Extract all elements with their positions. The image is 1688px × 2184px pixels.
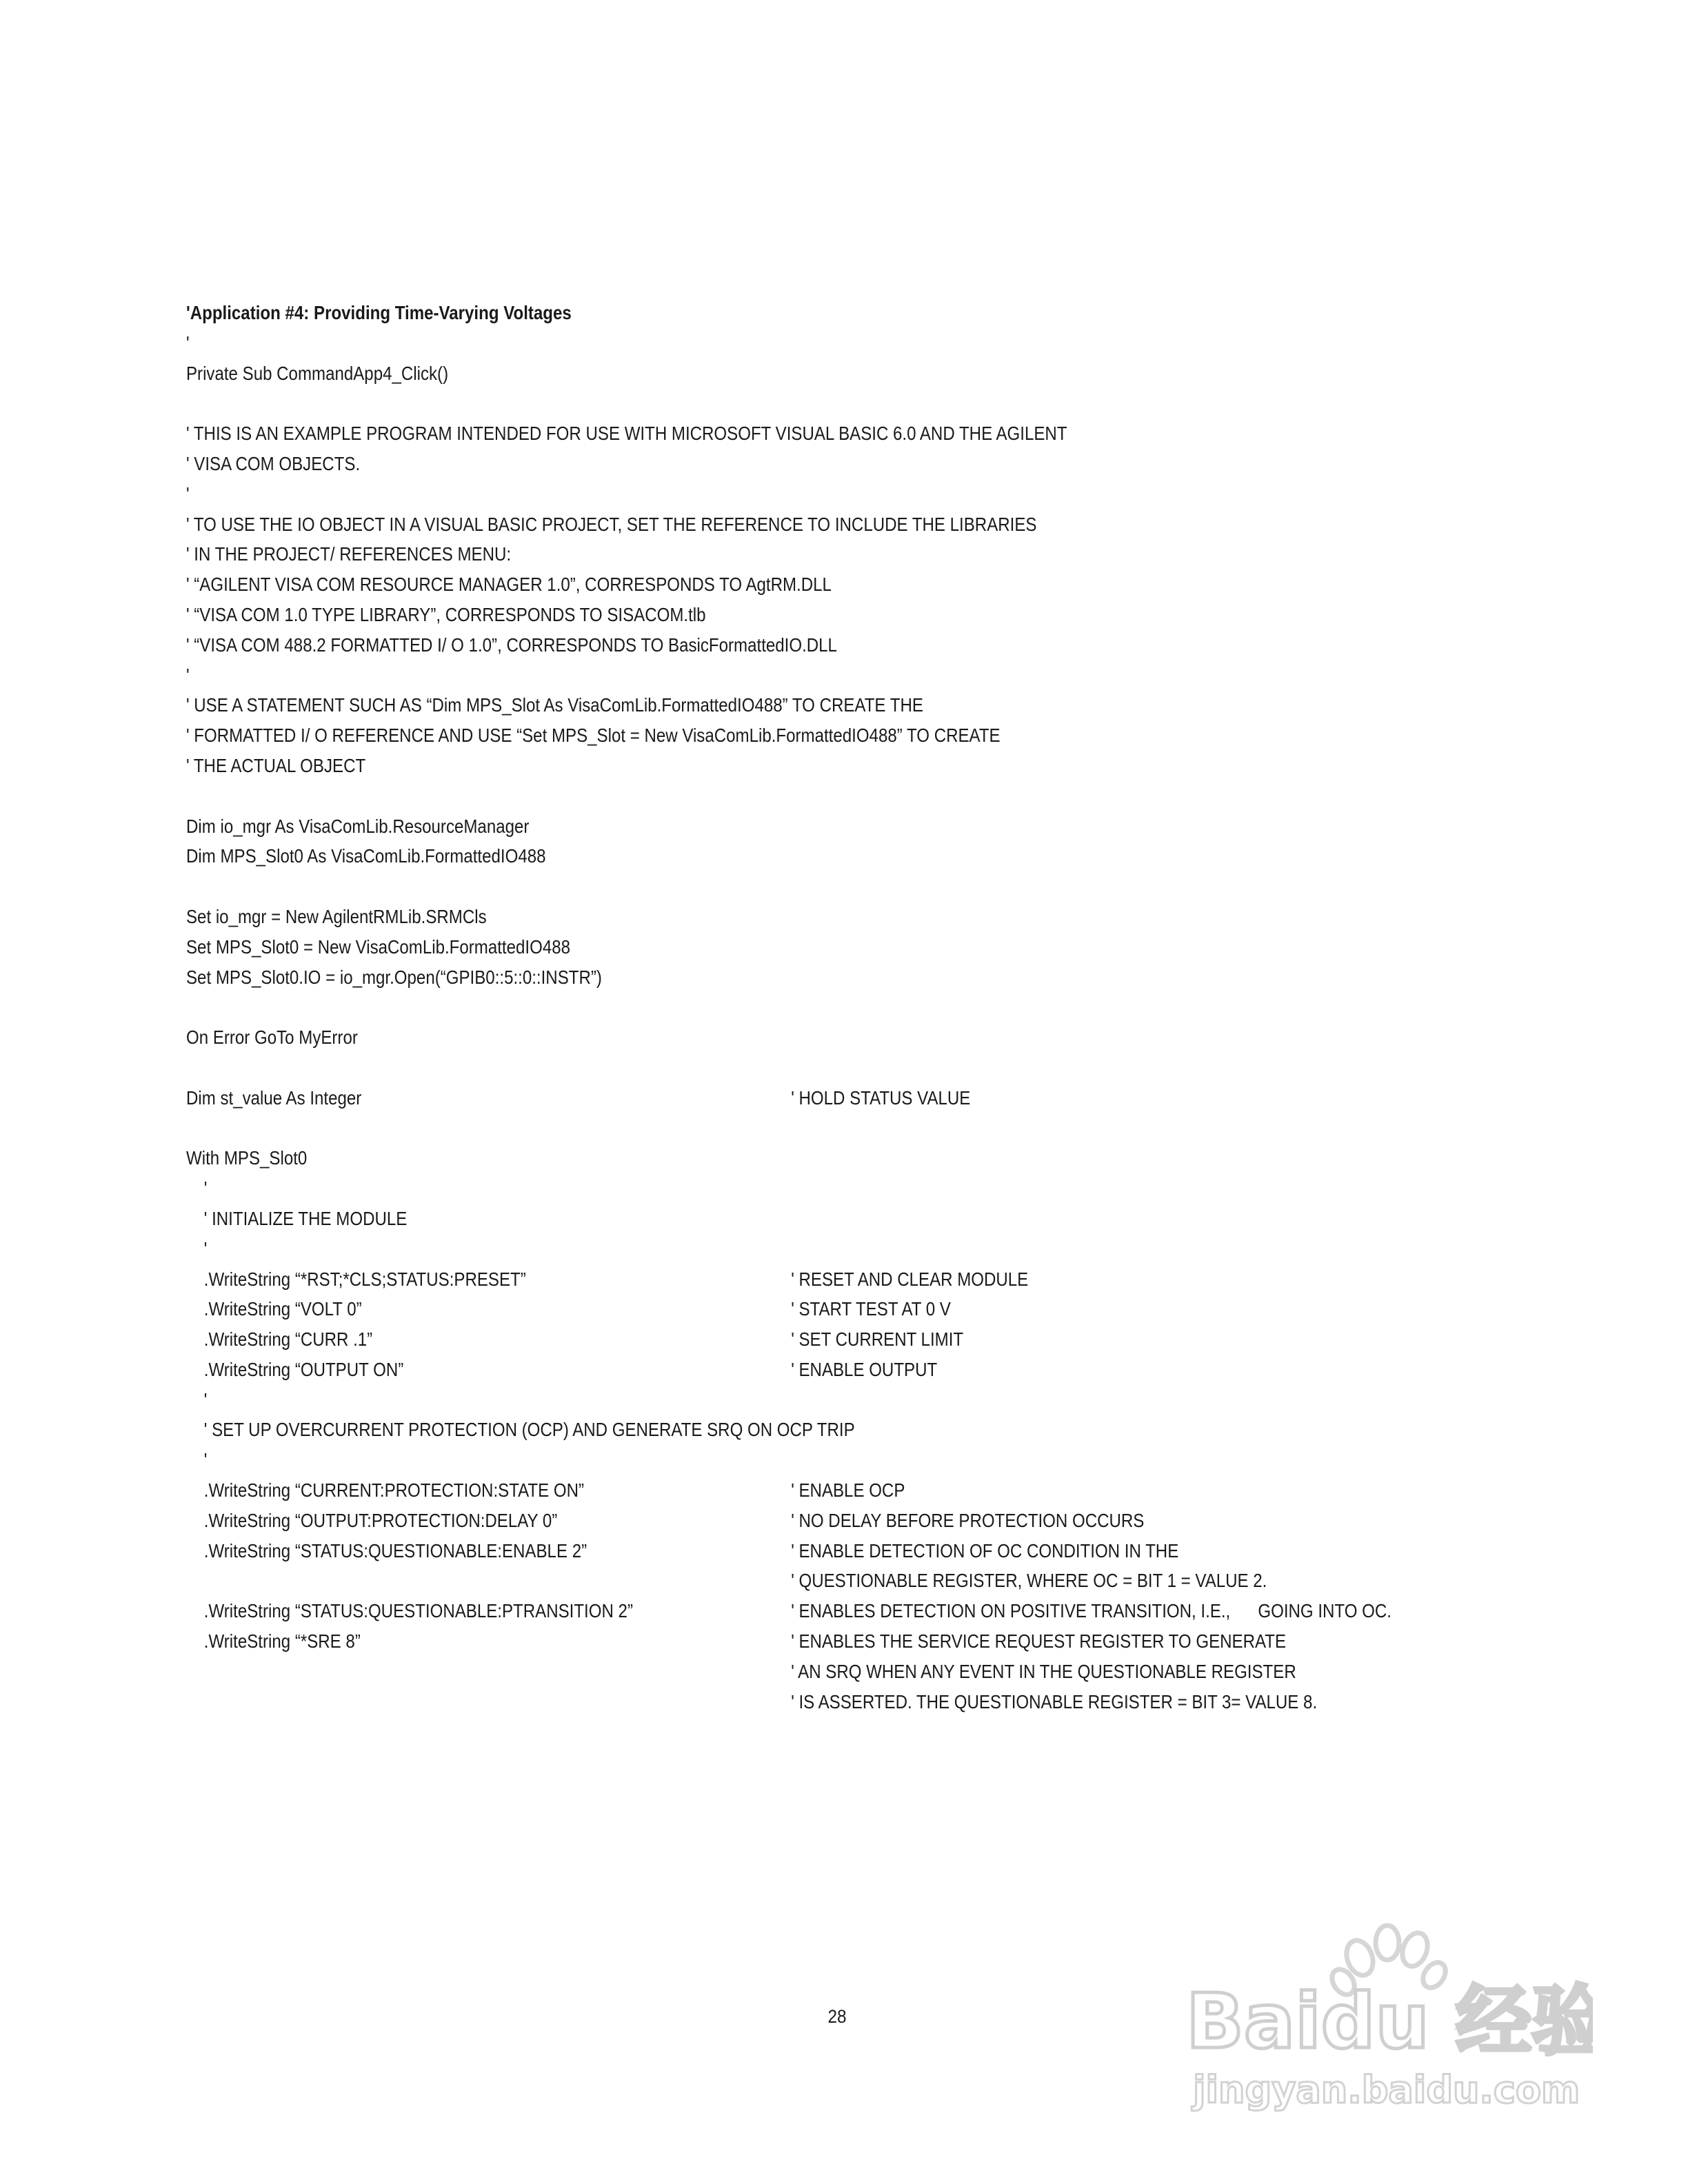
baidu-jingyan-watermark [1179,1910,1593,2116]
code-line [186,1445,1372,1475]
code-text: .WriteString “OUTPUT ON” [203,1358,404,1380]
code-text: .WriteString “*RST;*CLS;STATUS:PRESET” [203,1268,526,1290]
code-text: .WriteString “STATUS:QUESTIONABLE:ENABLE 2” [203,1539,587,1561]
code-text: ' INITIALIZE THE MODULE [203,1207,408,1229]
code-line [186,660,1372,691]
code-text: ' IN THE PROJECT/ REFERENCES MENU: [186,543,512,565]
code-text: .WriteString “VOLT 0” [203,1298,362,1320]
code-line [186,841,1372,871]
code-line [186,1324,1372,1355]
code-text: Private Sub CommandApp4_Click() [186,362,449,384]
inline-comment: ' RESET AND CLEAR MODULE [791,1268,1029,1290]
code-line [186,1204,1372,1234]
code-text: Set MPS_Slot0 = New VisaComLib.FormattedIO488 [186,936,571,958]
code-line [186,720,1372,751]
code-text: ' TO USE THE IO OBJECT IN A VISUAL BASIC PROJECT, SET THE REFERENCE TO INCLUDE THE LIBRARIES [186,513,1037,535]
code-text: 'Application #4: Providing Time-Varying Voltages [186,302,572,323]
page-number: 28 [827,2006,847,2027]
code-text: Set MPS_Slot0.IO = io_mgr.Open(“GPIB0::5::0::INSTR”) [186,966,602,988]
document-title [186,298,1372,328]
code-line [186,1687,1372,1717]
code-text: ' [186,332,190,354]
code-line [186,449,1372,479]
code-text: With MPS_Slot0 [186,1147,308,1169]
inline-comment: ' IS ASSERTED. THE QUESTIONABLE REGISTER = BIT 3= VALUE 8. [791,1690,1318,1712]
code-line [186,1022,1372,1053]
code-line [186,630,1372,660]
code-line [186,1415,1372,1445]
code-line [186,871,1372,902]
code-text: ' [186,664,190,686]
code-line [186,1234,1372,1264]
code-line [186,962,1372,993]
code-line [186,328,1372,358]
inline-comment: ' START TEST AT 0 V [791,1298,951,1320]
code-line [186,418,1372,449]
code-text: .WriteString “*SRE 8” [203,1630,361,1652]
code-line [186,509,1372,540]
inline-comment: ' NO DELAY BEFORE PROTECTION OCCURS [791,1509,1145,1531]
code-text: Dim st_value As Integer [186,1086,362,1109]
code-line [186,1536,1372,1566]
code-line [186,1657,1372,1687]
code-line [186,1506,1372,1536]
code-line [186,479,1372,509]
code-text: Dim io_mgr As VisaComLib.ResourceManager [186,815,530,837]
code-line [186,932,1372,962]
inline-comment: ' ENABLES THE SERVICE REQUEST REGISTER TO GENERATE [791,1630,1287,1652]
code-line [186,1596,1391,1626]
code-text: ' USE A STATEMENT SUCH AS “Dim MPS_Slot As VisaComLib.FormattedIO488” TO CREATE THE [186,694,923,716]
code-text: ' [203,1449,208,1471]
inline-comment: ' HOLD STATUS VALUE [791,1086,971,1109]
inline-comment: ' ENABLE OCP [791,1479,905,1502]
code-text: ' “AGILENT VISA COM RESOURCE MANAGER 1.0”, CORRESPONDS TO AgtRM.DLL [186,574,832,596]
code-line [186,358,1372,389]
code-line [186,902,1372,932]
code-line [186,992,1372,1022]
code-line [186,1566,1372,1596]
code-text: On Error GoTo MyError [186,1027,358,1049]
inline-comment: ' QUESTIONABLE REGISTER, WHERE OC = BIT 1 = VALUE 2. [791,1570,1267,1592]
inline-comment: ' ENABLE OUTPUT [791,1358,938,1380]
code-line [186,1143,1372,1173]
code-text: Dim MPS_Slot0 As VisaComLib.FormattedIO488 [186,845,546,867]
code-line [186,781,1372,811]
code-text: ' [203,1388,208,1410]
code-line [186,1355,1372,1385]
code-text: ' THIS IS AN EXAMPLE PROGRAM INTENDED FOR USE WITH MICROSOFT VISUAL BASIC 6.0 AND THE AGILENT [186,423,1067,445]
code-text: .WriteString “STATUS:QUESTIONABLE:PTRANSITION 2” [203,1600,633,1622]
watermark-logo-icon [1179,1910,1593,2116]
code-line [186,1294,1372,1324]
code-text: ' FORMATTED I/ O REFERENCE AND USE “Set MPS_Slot = New VisaComLib.FormattedIO488” TO CREATE [186,725,1001,747]
code-line [186,539,1372,569]
inline-comment: ' ENABLE DETECTION OF OC CONDITION IN THE [791,1539,1179,1561]
code-line [186,1626,1372,1657]
code-text: ' “VISA COM 1.0 TYPE LIBRARY”, CORRESPONDS TO SISACOM.tlb [186,603,706,625]
code-text: ' THE ACTUAL OBJECT [186,754,366,776]
code-text: ' [203,1237,208,1260]
code-line [186,690,1372,720]
code-text: Set io_mgr = New AgilentRMLib.SRMCls [186,905,487,927]
code-line [186,388,1372,418]
inline-comment: ' AN SRQ WHEN ANY EVENT IN THE QUESTIONABLE REGISTER [791,1660,1296,1682]
code-line [186,751,1372,781]
code-text: ' [203,1177,208,1200]
inline-comment: ' ENABLES DETECTION ON POSITIVE TRANSITION, I.E., GOING INTO OC. [791,1600,1391,1622]
code-line [186,600,1372,630]
watermark-logo-text: Baidu 经验 [1186,1977,1593,2065]
code-line [186,1385,1372,1415]
code-line [186,1475,1372,1506]
code-listing [186,298,1565,1717]
code-text: ' VISA COM OBJECTS. [186,452,361,474]
code-text: ' “VISA COM 488.2 FORMATTED I/ O 1.0”, CORRESPONDS TO BasicFormattedIO.DLL [186,634,837,656]
inline-comment: ' SET CURRENT LIMIT [791,1328,964,1351]
code-line [186,1113,1372,1144]
code-line [186,1083,1372,1113]
code-text: .WriteString “OUTPUT:PROTECTION:DELAY 0” [203,1509,558,1531]
watermark-url-text: jingyan.baidu.com [1193,2068,1580,2112]
code-line [186,569,1372,600]
code-line [186,811,1372,842]
code-text: .WriteString “CURRENT:PROTECTION:STATE ON” [203,1479,585,1502]
code-line [186,1053,1372,1083]
code-line [186,1173,1372,1204]
code-text: ' [186,483,190,505]
code-text: ' SET UP OVERCURRENT PROTECTION (OCP) AND GENERATE SRQ ON OCP TRIP [203,1419,855,1441]
code-line [186,1264,1372,1295]
code-text: .WriteString “CURR .1” [203,1328,373,1351]
